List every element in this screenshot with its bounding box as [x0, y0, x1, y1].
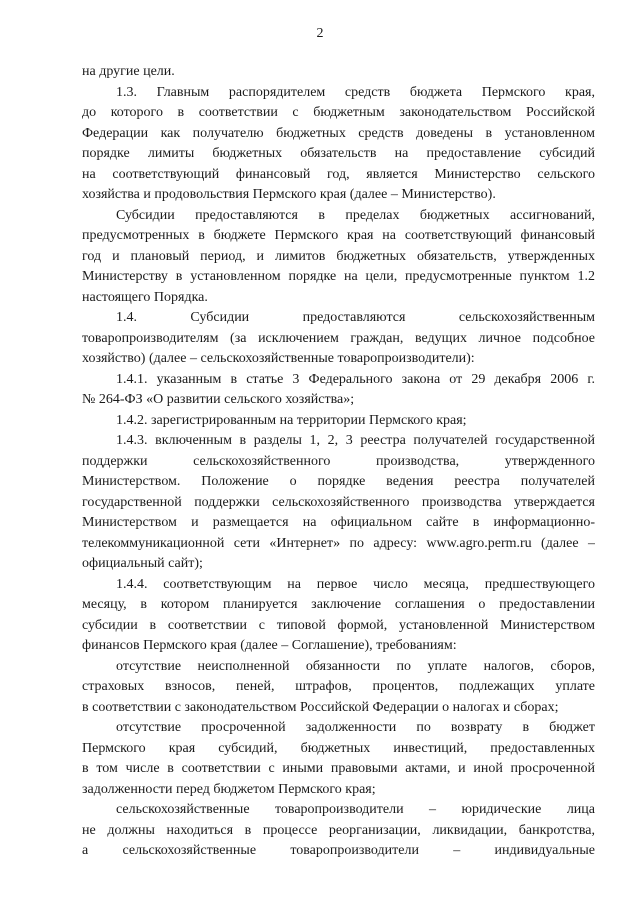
text-line: Субсидии предоставляются в пределах бюджетных ассигнований,: [116, 207, 595, 223]
text-line: Министерством и размещается на официальном сайте в информационно-: [82, 515, 595, 530]
text-line: 1.4.1. указанным в статье 3 Федерального закона от 29 декабря 2006 г.: [116, 371, 595, 387]
text-line: Пермского края субсидий, бюджетных инвестиций, предоставленных: [82, 740, 595, 756]
text-line: месяцу, в котором планируется заключение соглашения о предоставлении: [82, 597, 595, 612]
text-line: не должны находиться в процессе реорганизации, ликвидации, банкротства,: [82, 822, 595, 838]
text-line: поддержки сельскохозяйственного производства, утвержденного: [82, 453, 595, 469]
text-line: Министерством. Положение о порядке ведения реестра получателей: [82, 474, 595, 489]
text-line: товаропроизводителям (за исключением граждан, ведущих личное подсобное: [82, 330, 595, 346]
text-line: предусмотренных в бюджете Пермского края на соответствующий финансовый: [82, 228, 595, 243]
text-line: Федерации как получателю бюджетных средств доведены в установленном: [82, 125, 595, 141]
text-line: сельскохозяйственные товаропроизводители – юридические лица: [116, 802, 595, 817]
page-number: 2: [316, 26, 324, 41]
text-line: год и плановый период, и лимитов бюджетных обязательств, утвержденных: [82, 248, 595, 264]
text-line: в том числе в соответствии с иными правовыми актами, и иной просроченной: [82, 761, 595, 776]
text-line: 1.4.2. зарегистрированным на территории Пермского края;: [116, 412, 467, 428]
text-line: на соответствующий финансовый год, является Министерство сельского: [82, 166, 595, 182]
text-line: а сельскохозяйственные товаропроизводители – индивидуальные: [82, 843, 595, 858]
text-line: отсутствие просроченной задолженности по возврату в бюджет: [116, 720, 595, 735]
text-line: 1.3. Главным распорядителем средств бюджета Пермского края,: [116, 84, 595, 100]
text-line: государственной поддержки сельскохозяйственного производства утверждается: [82, 494, 595, 510]
text-line: телекоммуникационной сети «Интернет» по адресу: www.agro.perm.ru (далее –: [82, 535, 595, 551]
text-line: до которого в соответствии с бюджетным законодательством Российской: [82, 105, 595, 120]
text-line: настоящего Порядка.: [82, 289, 208, 305]
text-line: отсутствие неисполненной обязанности по уплате налогов, сборов,: [116, 658, 595, 674]
text-line: субсидии в соответствии с типовой формой, установленной Министерством: [82, 617, 595, 633]
text-line: Министерству в установленном порядке на цели, предусмотренные пунктом 1.2: [82, 269, 595, 284]
text-line: хозяйства и продовольствия Пермского края (далее – Министерство).: [82, 187, 496, 202]
text-line: задолженности перед бюджетом Пермского края;: [82, 781, 376, 797]
text-line: 1.4.4. соответствующим на первое число месяца, предшествующего: [116, 576, 595, 592]
text-line: порядке лимиты бюджетных обязательств на предоставление субсидий: [82, 146, 595, 161]
text-line: 1.4.3. включенным в разделы 1, 2, 3 реестра получателей государственной: [116, 433, 595, 448]
text-line: хозяйство) (далее – сельскохозяйственные товаропроизводители):: [82, 351, 475, 366]
text-line: на другие цели.: [82, 64, 175, 79]
text-line: официальный сайт);: [82, 556, 203, 571]
text-line: страховых взносов, пеней, штрафов, процентов, подлежащих уплате: [82, 679, 595, 694]
text-line: № 264-ФЗ «О развитии сельского хозяйства»;: [82, 392, 355, 407]
text-line: финансов Пермского края (далее – Соглашение), требованиям:: [82, 638, 457, 653]
text-line: в соответствии с законодательством Российской Федерации о налогах и сборах;: [82, 699, 559, 715]
text-line: 1.4. Субсидии предоставляются сельскохозяйственным: [116, 310, 595, 325]
document-body: [82, 62, 595, 862]
